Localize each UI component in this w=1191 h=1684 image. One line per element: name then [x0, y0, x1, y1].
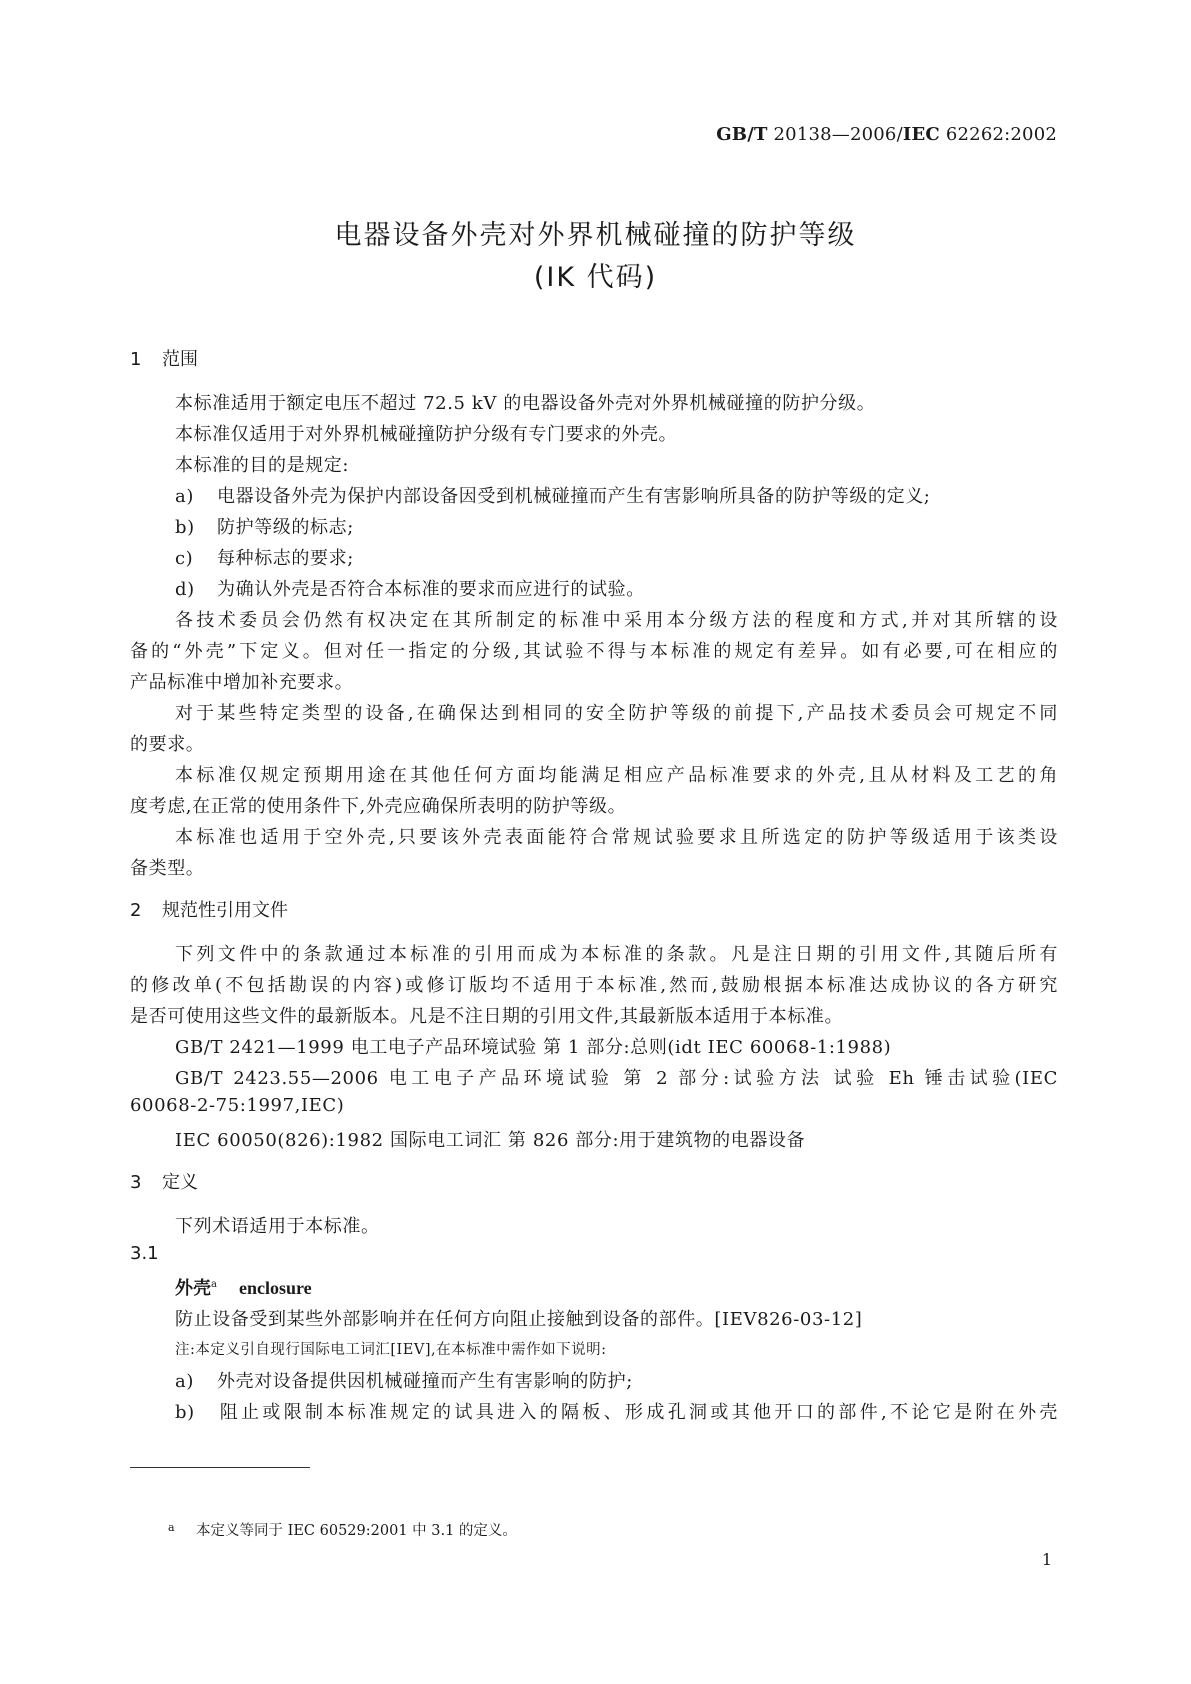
- paragraph-line: 是否可使用这些文件的最新版本。凡是不注日期的引用文件,其最新版本适用于本标准。: [130, 1006, 844, 1027]
- paragraph: 本标准仅适用于对外界机械碰撞防护分级有专门要求的外壳。: [175, 424, 678, 445]
- paragraph: 本标准仅规定预期用途在其他任何方面均能满足相应产品标准要求的外壳,且从材料及工艺的角: [175, 765, 1058, 786]
- paragraph: 本标准的目的是规定:: [175, 455, 350, 476]
- paragraph-line: 产品标准中增加补充要求。: [130, 672, 354, 693]
- paragraph: 对于某些特定类型的设备,在确保达到相同的安全防护等级的前提下,产品技术委员会可规定不同: [175, 703, 1058, 724]
- page-number: 1: [1041, 1550, 1052, 1569]
- list-item: a) 电器设备外壳为保护内部设备因受到机械碰撞而产生有害影响所具备的防护等级的定义;: [175, 486, 931, 507]
- paragraph: 各技术委员会仍然有权决定在其所制定的标准中采用本分级方法的程度和方式,并对其所辖的设: [175, 610, 1058, 631]
- reference-item: GB/T 2421—1999 电工电子产品环境试验 第 1 部分:总则(idt IEC 60068-1:1988): [175, 1037, 892, 1058]
- section-3-heading: 3 定义: [130, 1172, 198, 1193]
- list-item: a) 外壳对设备提供因机械碰撞而产生有害影响的防护;: [175, 1371, 633, 1392]
- paragraph: 本标准也适用于空外壳,只要该外壳表面能符合常规试验要求且所选定的防护等级适用于该类设: [175, 827, 1058, 848]
- subsection-number: 3.1: [130, 1243, 159, 1264]
- section-1-heading: 1 范围: [130, 349, 198, 370]
- list-item: b) 阻止或限制本标准规定的试具进入的隔板、形成孔洞或其他开口的部件,不论它是附在外壳: [175, 1402, 1058, 1423]
- paragraph-line: 度考虑,在正常的使用条件下,外壳应确保所表明的防护等级。: [130, 796, 627, 817]
- term-entry: 外壳$^a$ enclosure: [175, 1278, 312, 1299]
- paragraph: 下列文件中的条款通过本标准的引用而成为本标准的条款。凡是注日期的引用文件,其随后所有: [175, 944, 1058, 965]
- paragraph: 下列术语适用于本标准。: [175, 1216, 380, 1237]
- paragraph-line: 的修改单(不包括勘误的内容)或修订版均不适用于本标准,然而,鼓励根据本标准达成协议的各方研究: [130, 975, 1058, 996]
- reference-item: GB/T 2423.55—2006 电工电子产品环境试验 第 2 部分:试验方法 试验 Eh 锤击试验(IEC: [175, 1068, 1058, 1089]
- document-subtitle: (IK 代码): [533, 262, 658, 293]
- document-title: 电器设备外壳对外界机械碰撞的防护等级: [334, 220, 857, 251]
- section-2-heading: 2 规范性引用文件: [130, 900, 288, 921]
- footnote-ref: a: [211, 1279, 217, 1290]
- reference-item-line: 60068-2-75:1997,IEC): [130, 1095, 345, 1116]
- list-item: c) 每种标志的要求;: [175, 548, 354, 569]
- paragraph: 本标准适用于额定电压不超过 72.5 kV 的电器设备外壳对外界机械碰撞的防护分级。: [175, 393, 876, 414]
- reference-item: IEC 60050(826):1982 国际电工词汇 第 826 部分:用于建筑物的电器设备: [175, 1130, 806, 1151]
- footnote: a 本定义等同于 IEC 60529:2001 中 3.1 的定义。: [168, 1521, 517, 1539]
- list-item: b) 防护等级的标志;: [175, 517, 354, 538]
- paragraph-line: 的要求。: [130, 734, 205, 755]
- footnote-divider: [130, 1467, 310, 1468]
- list-item: d) 为确认外壳是否符合本标准的要求而应进行的试验。: [175, 579, 645, 600]
- paragraph-line: 备的“外壳”下定义。但对任一指定的分级,其试验不得与本标准的规定有差异。如有必要,可在相应的: [130, 641, 1058, 662]
- definition: 防止设备受到某些外部影响并在任何方向阻止接触到设备的部件。[IEV826-03-12]: [175, 1309, 863, 1330]
- standard-number: GB/T 20138—2006/IEC 62262:2002: [716, 124, 1057, 145]
- note: 注:本定义引自现行国际电工词汇[IEV],在本标准中需作如下说明:: [175, 1342, 607, 1358]
- paragraph-line: 备类型。: [130, 858, 205, 879]
